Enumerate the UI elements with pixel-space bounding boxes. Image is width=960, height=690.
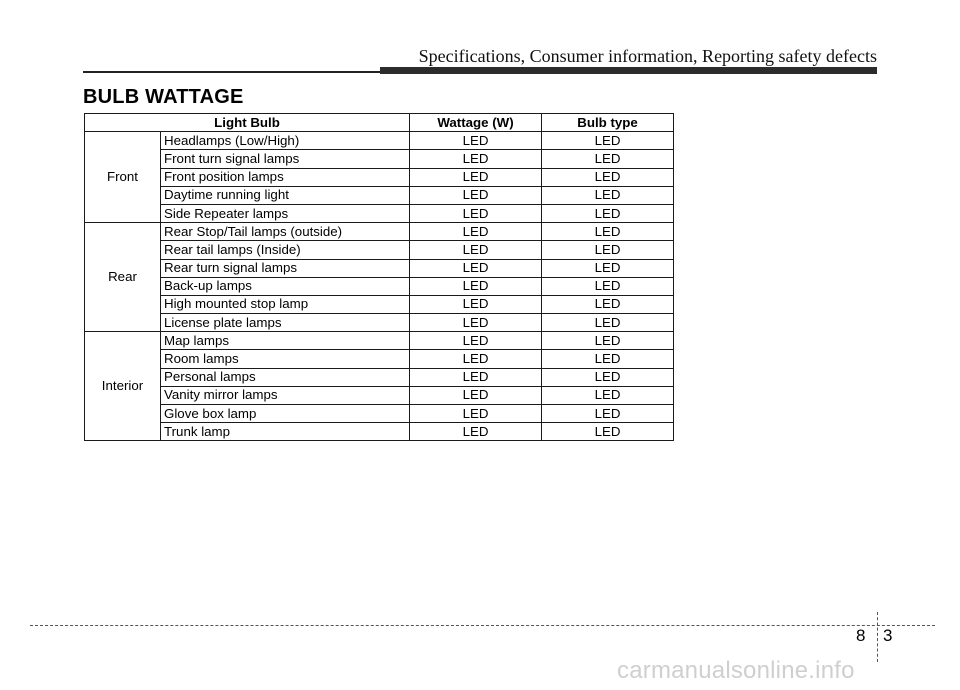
bulb-name-cell: Rear turn signal lamps [161, 259, 410, 277]
bulb-type-cell: LED [542, 350, 674, 368]
wattage-cell: LED [410, 132, 542, 150]
page-number: 3 [883, 626, 893, 645]
wattage-cell: LED [410, 314, 542, 332]
wattage-cell: LED [410, 368, 542, 386]
bulb-type-cell: LED [542, 259, 674, 277]
wattage-cell: LED [410, 150, 542, 168]
bulb-type-cell: LED [542, 223, 674, 241]
table-row [85, 186, 674, 204]
table-row [85, 423, 674, 441]
table-row [85, 277, 674, 295]
bulb-type-cell: LED [542, 277, 674, 295]
watermark: carmanualsonline.info [617, 657, 855, 684]
bulb-name-cell: Personal lamps [161, 368, 410, 386]
bulb-type-cell: LED [542, 241, 674, 259]
bulb-name-cell: Rear tail lamps (Inside) [161, 241, 410, 259]
table-row [85, 332, 674, 350]
table-row [85, 259, 674, 277]
bulb-name-cell: Rear Stop/Tail lamps (outside) [161, 223, 410, 241]
bulb-name-cell: Trunk lamp [161, 423, 410, 441]
bulb-name-cell: Map lamps [161, 332, 410, 350]
column-header-bulb-type: Bulb type [542, 114, 674, 132]
bulb-name-cell: Glove box lamp [161, 405, 410, 423]
group-label: Interior [85, 332, 161, 441]
bulb-name-cell: High mounted stop lamp [161, 295, 410, 313]
footer-divider [30, 625, 935, 626]
bulb-type-cell: LED [542, 186, 674, 204]
bulb-wattage-table [84, 113, 674, 441]
table-header-row [85, 114, 674, 132]
table-row [85, 223, 674, 241]
page-title: BULB WATTAGE [83, 86, 244, 108]
wattage-cell: LED [410, 223, 542, 241]
wattage-cell: LED [410, 204, 542, 222]
wattage-cell: LED [410, 405, 542, 423]
wattage-cell: LED [410, 350, 542, 368]
header-rule-thin [83, 71, 383, 73]
wattage-cell: LED [410, 295, 542, 313]
bulb-type-cell: LED [542, 295, 674, 313]
wattage-cell: LED [410, 423, 542, 441]
table-row [85, 350, 674, 368]
bulb-name-cell: Front position lamps [161, 168, 410, 186]
table-row [85, 368, 674, 386]
bulb-name-cell: Room lamps [161, 350, 410, 368]
bulb-name-cell: Daytime running light [161, 186, 410, 204]
bulb-name-cell: Front turn signal lamps [161, 150, 410, 168]
bulb-type-cell: LED [542, 423, 674, 441]
bulb-name-cell: Back-up lamps [161, 277, 410, 295]
bulb-name-cell: Vanity mirror lamps [161, 386, 410, 404]
column-header-wattage: Wattage (W) [410, 114, 542, 132]
wattage-cell: LED [410, 259, 542, 277]
bulb-type-cell: LED [542, 386, 674, 404]
bulb-type-cell: LED [542, 168, 674, 186]
chapter-number: 8 [856, 626, 866, 645]
page-number-divider [877, 612, 878, 662]
table-row [85, 405, 674, 423]
table-row [85, 386, 674, 404]
bulb-type-cell: LED [542, 405, 674, 423]
running-header: Specifications, Consumer information, Reporting safety defects [418, 46, 877, 66]
bulb-name-cell: Side Repeater lamps [161, 204, 410, 222]
table-row [85, 150, 674, 168]
table-body [85, 132, 674, 441]
column-header-light-bulb: Light Bulb [85, 114, 410, 132]
wattage-cell: LED [410, 386, 542, 404]
table-row [85, 314, 674, 332]
bulb-type-cell: LED [542, 150, 674, 168]
wattage-cell: LED [410, 332, 542, 350]
header-rule-thick [380, 67, 877, 74]
table-row [85, 295, 674, 313]
group-label: Front [85, 132, 161, 223]
wattage-cell: LED [410, 186, 542, 204]
bulb-name-cell: License plate lamps [161, 314, 410, 332]
table-row [85, 241, 674, 259]
wattage-cell: LED [410, 277, 542, 295]
bulb-type-cell: LED [542, 204, 674, 222]
bulb-type-cell: LED [542, 332, 674, 350]
wattage-cell: LED [410, 168, 542, 186]
table-row [85, 204, 674, 222]
bulb-name-cell: Headlamps (Low/High) [161, 132, 410, 150]
bulb-type-cell: LED [542, 368, 674, 386]
wattage-cell: LED [410, 241, 542, 259]
bulb-type-cell: LED [542, 132, 674, 150]
table-row [85, 168, 674, 186]
group-label: Rear [85, 223, 161, 332]
table-row [85, 132, 674, 150]
bulb-type-cell: LED [542, 314, 674, 332]
